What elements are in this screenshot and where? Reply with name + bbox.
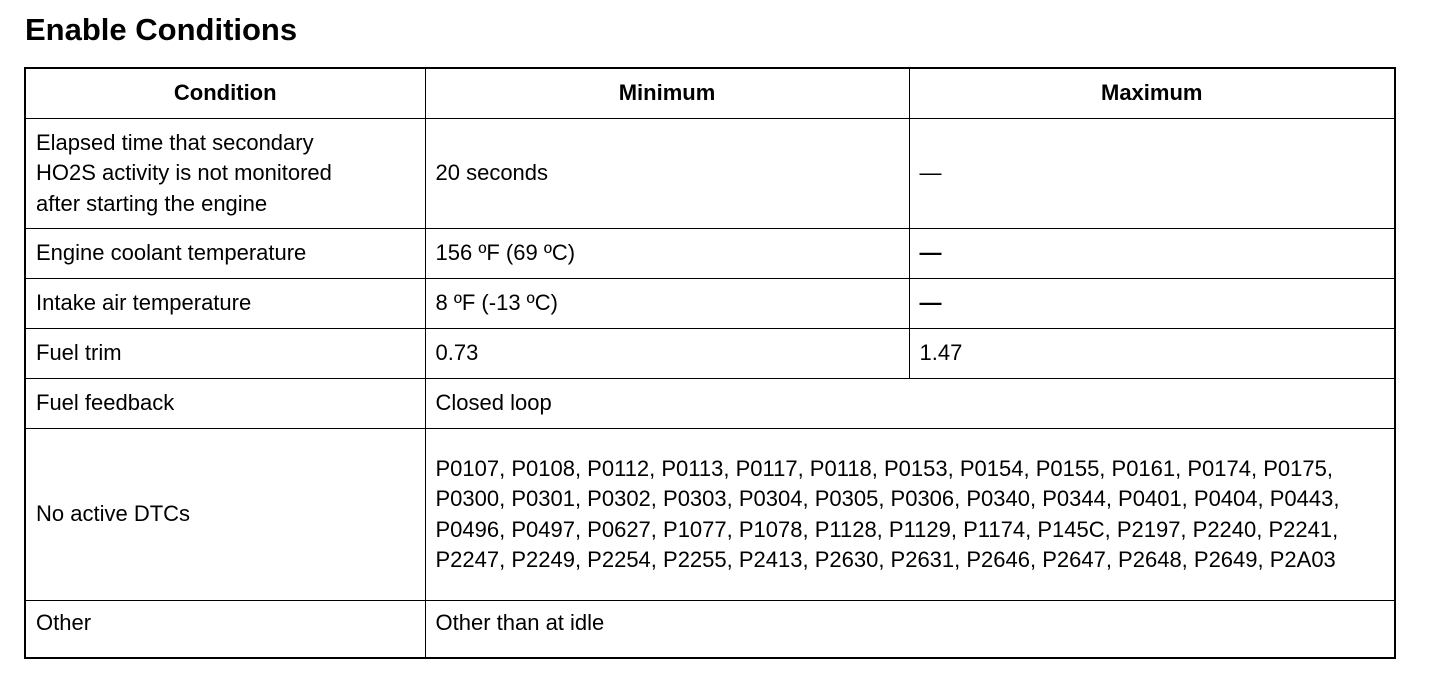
maximum-cell: 1.47	[909, 329, 1395, 379]
condition-cell	[25, 119, 425, 229]
condition-cell: Engine coolant temperature	[25, 229, 425, 279]
condition-cell: Fuel feedback	[25, 379, 425, 429]
column-header-minimum: Minimum	[425, 68, 909, 119]
minimum-cell: 156 ºF (69 ºC)	[425, 229, 909, 279]
column-header-maximum: Maximum	[909, 68, 1395, 119]
condition-cell: Intake air temperature	[25, 279, 425, 329]
table-row	[25, 601, 1395, 659]
minimum-cell: 20 seconds	[425, 119, 909, 229]
dtc-list-cell: P0107, P0108, P0112, P0113, P0117, P0118, P0153, P0154, P0155, P0161, P0174, P0175, P0300, P0301, P0302, P0303, P0304, P0305, P0306, P0340, P0344, P0401, P0404, P0443, P0496, P0497, P0627, P1077, P1078, P1128, P1129, P1174, P145C, P2197, P2240, P2241, P2247, P2249, P2254, P2255, P2413, P2630, P2631, P2646, P2647, P2648, P2649, P2A03	[425, 429, 1395, 601]
table-row	[25, 429, 1395, 601]
minimum-cell: 0.73	[425, 329, 909, 379]
condition-text: Elapsed time that secondary HO2S activity is not monitored after starting the engine	[36, 129, 332, 216]
maximum-cell: —	[909, 279, 1395, 329]
minimum-cell: 8 ºF (-13 ºC)	[425, 279, 909, 329]
table-row	[25, 119, 1395, 229]
table-row	[25, 379, 1395, 429]
table-row	[25, 279, 1395, 329]
condition-cell: Fuel trim	[25, 329, 425, 379]
condition-cell: Other	[25, 601, 425, 659]
value-cell: Other than at idle	[425, 601, 1395, 659]
maximum-cell: —	[909, 119, 1395, 229]
condition-cell: No active DTCs	[25, 429, 425, 601]
table-header-row	[25, 68, 1395, 119]
table-row	[25, 329, 1395, 379]
value-cell: Closed loop	[425, 379, 1395, 429]
page-title: Enable Conditions	[25, 12, 298, 47]
enable-conditions-table	[24, 67, 1396, 659]
column-header-condition: Condition	[25, 68, 425, 119]
maximum-cell: —	[909, 229, 1395, 279]
table-row	[25, 229, 1395, 279]
